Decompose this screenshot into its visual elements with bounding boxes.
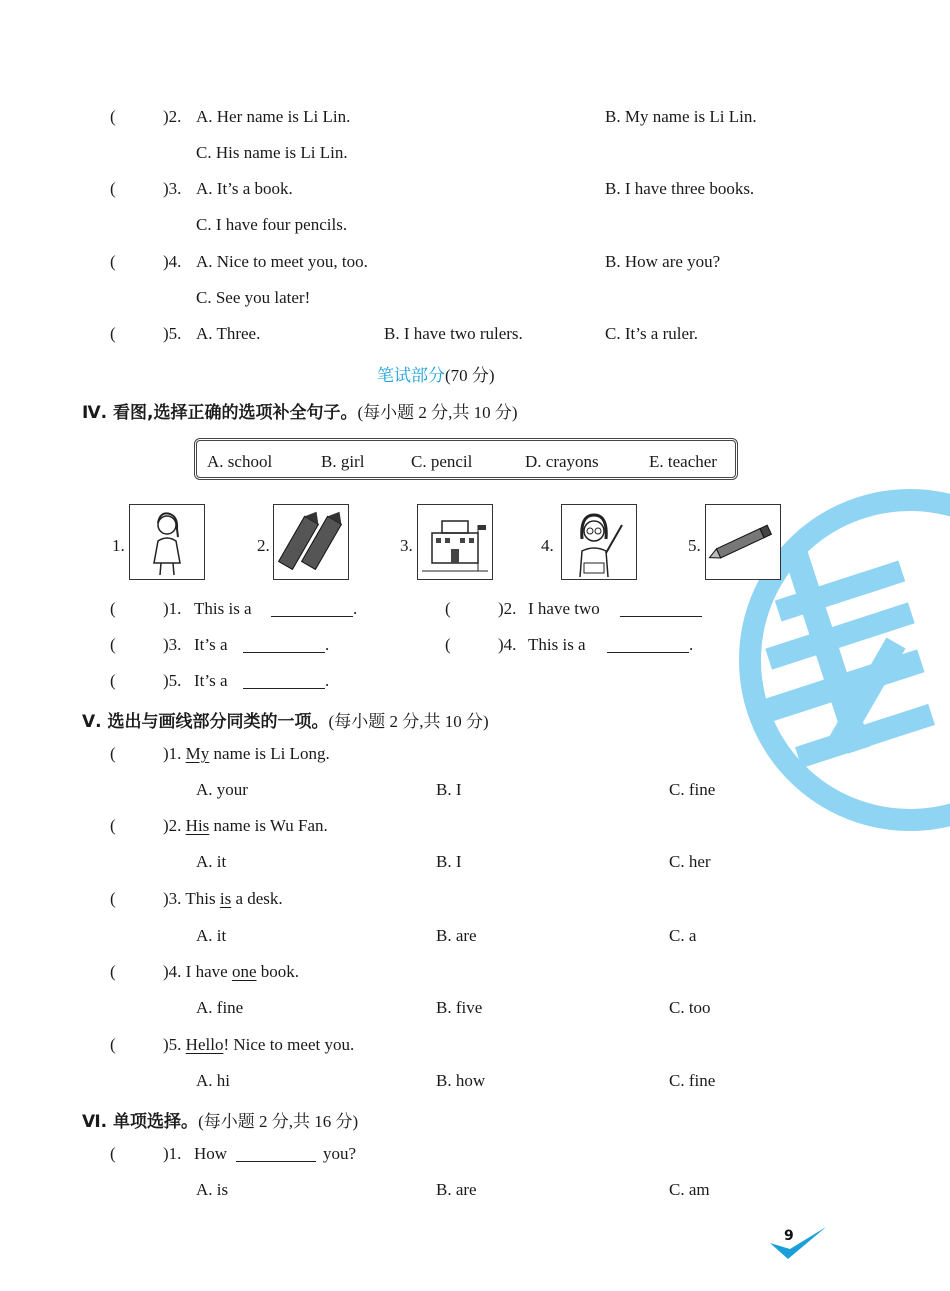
option-a[interactable]: A. it: [196, 926, 227, 945]
option-a[interactable]: A. It’s a book.: [196, 179, 293, 198]
sentence-start: I have two: [528, 599, 600, 618]
fill-blank[interactable]: [236, 1147, 316, 1162]
option-a[interactable]: A. hi: [196, 1071, 230, 1090]
answer-bracket[interactable]: (: [110, 635, 116, 654]
question-number: )5.: [163, 1035, 182, 1054]
option-c[interactable]: C. See you later!: [196, 288, 311, 307]
heading-text: Ⅵ. 单项选择。: [82, 1112, 199, 1132]
word-girl: B. girl: [321, 452, 365, 471]
question-number: )3.: [163, 635, 182, 654]
sentence-end: you?: [323, 1144, 357, 1163]
answer-bracket[interactable]: (: [110, 324, 116, 343]
sentence-start: This is a: [194, 599, 252, 618]
option-c[interactable]: C. am: [669, 1180, 710, 1199]
question-number: )4.: [163, 252, 182, 271]
sentence-end: name is Li Long.: [209, 744, 330, 763]
sentence-end: name is Wu Fan.: [209, 816, 328, 835]
sentence-end: .: [325, 671, 330, 690]
question-number: )2.: [163, 107, 182, 126]
option-c[interactable]: C. I have four pencils.: [196, 215, 348, 234]
girl-picture-icon: [129, 504, 205, 580]
option-b[interactable]: B. I have two rulers.: [384, 324, 523, 343]
sentence-start: This is a: [528, 635, 586, 654]
underlined-word: My: [185, 744, 210, 763]
sentence-start: This: [185, 889, 220, 908]
underlined-word: one: [231, 962, 257, 981]
option-b[interactable]: B. five: [436, 998, 483, 1017]
question-number: )4.: [498, 635, 517, 654]
question-number: )2.: [498, 599, 517, 618]
option-c[interactable]: C. fine: [669, 780, 716, 799]
answer-bracket[interactable]: (: [110, 671, 116, 690]
option-b[interactable]: B. I: [436, 780, 462, 799]
question-sentence: [163, 744, 330, 764]
section-score: (70 分): [445, 366, 495, 385]
word-crayons: D. crayons: [525, 452, 599, 471]
question-number: )1.: [163, 1144, 182, 1163]
fill-blank[interactable]: [607, 638, 689, 653]
option-a[interactable]: A. Three.: [196, 324, 261, 343]
answer-bracket[interactable]: (: [110, 599, 116, 618]
section-title: [377, 361, 495, 386]
section-title-text: 笔试部分: [377, 366, 445, 386]
heading-score: (每小题 2 分,共 10 分): [357, 403, 518, 422]
option-a[interactable]: A. fine: [196, 998, 244, 1017]
answer-bracket[interactable]: (: [110, 1144, 116, 1163]
option-c[interactable]: C. too: [669, 998, 711, 1017]
question-sentence: [163, 889, 283, 909]
section-6-heading: [82, 1107, 358, 1132]
answer-bracket[interactable]: (: [110, 962, 116, 981]
option-b[interactable]: B. I: [436, 852, 462, 871]
answer-bracket[interactable]: (: [110, 1035, 116, 1054]
picture-number: 2.: [257, 536, 270, 555]
fill-blank[interactable]: [620, 602, 702, 617]
sentence-end: book.: [256, 962, 299, 981]
answer-bracket[interactable]: (: [110, 889, 116, 908]
option-b[interactable]: B. I have three books.: [605, 179, 755, 198]
option-a[interactable]: A. Her name is Li Lin.: [196, 107, 351, 126]
option-c[interactable]: C. It’s a ruler.: [605, 324, 699, 343]
sentence-end: .: [353, 599, 358, 618]
option-a[interactable]: A. is: [196, 1180, 229, 1199]
heading-score: (每小题 2 分,共 10 分): [328, 712, 489, 731]
option-b[interactable]: B. are: [436, 926, 477, 945]
sentence-end: a desk.: [231, 889, 283, 908]
answer-bracket[interactable]: (: [445, 599, 451, 618]
question-number: )3.: [163, 179, 182, 198]
fill-blank[interactable]: [271, 602, 353, 617]
sentence-end: .: [689, 635, 694, 654]
sentence-start: It’s a: [194, 635, 228, 654]
option-b[interactable]: B. How are you?: [605, 252, 721, 271]
option-a[interactable]: A. it: [196, 852, 227, 871]
question-number: )3.: [163, 889, 182, 908]
heading-text: Ⅴ. 选出与画线部分同类的一项。: [82, 712, 329, 732]
picture-number: 4.: [541, 536, 554, 555]
underlined-word: Hello: [185, 1035, 224, 1054]
option-b[interactable]: B. how: [436, 1071, 486, 1090]
answer-bracket[interactable]: (: [110, 744, 116, 763]
checkmark-icon: [768, 1223, 828, 1263]
picture-number: 1.: [112, 536, 125, 555]
word-pencil: C. pencil: [411, 452, 473, 471]
section-4-heading: [82, 398, 518, 423]
option-b[interactable]: B. My name is Li Lin.: [605, 107, 757, 126]
question-number: )4.: [163, 962, 182, 981]
word-bank: [194, 438, 738, 480]
heading-score: (每小题 2 分,共 16 分): [198, 1112, 359, 1131]
question-number: )5.: [163, 671, 182, 690]
fill-blank[interactable]: [243, 674, 325, 689]
crayons-picture-icon: [273, 504, 349, 580]
option-c[interactable]: C. His name is Li Lin.: [196, 143, 348, 162]
picture-number: 5.: [688, 536, 701, 555]
question-number: )2.: [163, 816, 182, 835]
option-c[interactable]: C. her: [669, 852, 711, 871]
question-sentence: [163, 962, 299, 982]
picture-number: 3.: [400, 536, 413, 555]
underlined-word: is: [219, 889, 232, 908]
option-c[interactable]: C. a: [669, 926, 697, 945]
school-picture-icon: [417, 504, 493, 580]
sentence-end: .: [325, 635, 330, 654]
sentence-start: I have: [185, 962, 232, 981]
pencil-picture-icon: [705, 504, 781, 580]
section-5-heading: [82, 707, 489, 732]
answer-bracket[interactable]: (: [110, 107, 116, 126]
question-number: )5.: [163, 324, 182, 343]
fill-blank[interactable]: [243, 638, 325, 653]
answer-bracket[interactable]: (: [110, 252, 116, 271]
underlined-word: His: [185, 816, 210, 835]
teacher-picture-icon: [561, 504, 637, 580]
answer-bracket[interactable]: (: [445, 635, 451, 654]
heading-text: Ⅳ. 看图,选择正确的选项补全句子。: [82, 403, 358, 423]
option-a[interactable]: A. Nice to meet you, too.: [196, 252, 368, 271]
sentence-start: How: [194, 1144, 228, 1163]
sentence-end: ! Nice to meet you.: [223, 1035, 355, 1054]
option-b[interactable]: B. are: [436, 1180, 477, 1199]
page-number-badge: [768, 1223, 828, 1263]
question-sentence: [163, 816, 328, 836]
option-a[interactable]: A. your: [196, 780, 248, 799]
word-teacher: E. teacher: [649, 452, 717, 471]
word-school: A. school: [207, 452, 273, 471]
sentence-start: It’s a: [194, 671, 228, 690]
question-number: )1.: [163, 744, 182, 763]
question-number: )1.: [163, 599, 182, 618]
answer-bracket[interactable]: (: [110, 816, 116, 835]
option-c[interactable]: C. fine: [669, 1071, 716, 1090]
answer-bracket[interactable]: (: [110, 179, 116, 198]
page-number: 9: [784, 1228, 794, 1244]
question-sentence: [163, 1035, 354, 1055]
